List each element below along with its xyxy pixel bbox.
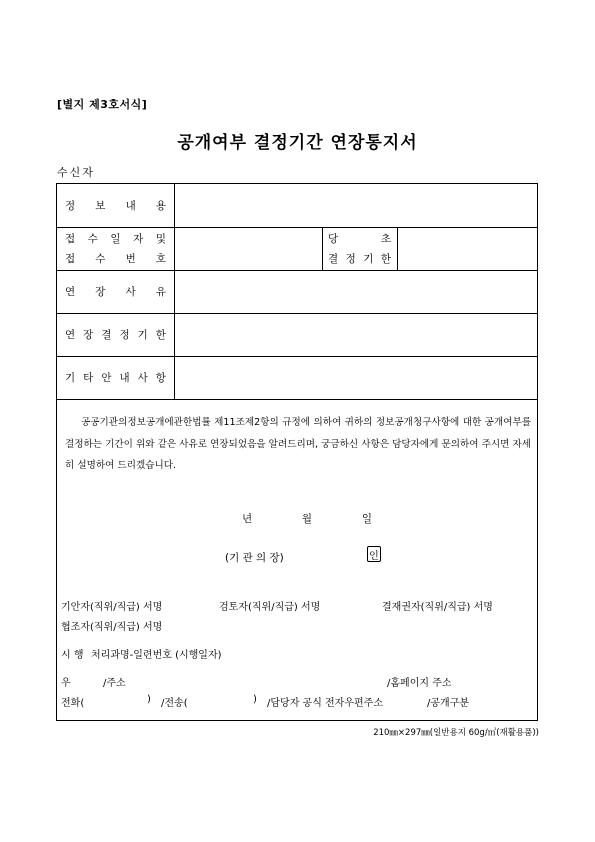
cooperator-signature: 협조자(직위/직급) 서명 — [61, 622, 163, 633]
zip-label: 우 — [61, 678, 71, 689]
fax-close: ) — [253, 694, 257, 705]
recipient-label: 수신자 — [57, 166, 95, 179]
month-label: 월 — [301, 513, 313, 525]
label-column-divider — [174, 184, 175, 399]
seal-icon: 인 — [367, 546, 381, 562]
form-table — [56, 183, 538, 721]
notice-body: 공공기관의정보공개에관한법률 제11조제2항의 규정에 의하여 귀하의 정보공개청구사항에 대한 공개여부를 결정하는 기간이 위와 같은 사유로 연장되었음을 알려드리며, 궁금하신 사항은 담당자에게 문의하여 주시면 자세히 설명하여 드리겠습니다. — [65, 417, 531, 471]
other-info-label: 기 타 안 내 사 항 — [65, 372, 166, 384]
enforcement-label: 시 행 — [61, 650, 84, 661]
row-divider — [57, 399, 537, 400]
issue-date — [242, 511, 372, 526]
processing-number: 처리과명-일련번호 (시행일자) — [91, 650, 222, 661]
approver-signature: 결재권자(직위/직급) 서명 — [382, 602, 493, 613]
email-label: /담당자 공식 전자우편주소 — [267, 698, 383, 709]
extension-deadline-label: 연 장 결 정 기 한 — [65, 329, 166, 341]
drafter-signature: 기안자(직위/직급) 서명 — [61, 602, 163, 613]
cell-divider — [397, 227, 398, 270]
year-label: 년 — [242, 513, 253, 525]
paper-spec: 210㎜×297㎜(일반용지 60g/㎡(재활용품)) — [373, 728, 539, 738]
phone-close: ) — [147, 694, 151, 705]
document-title: 공개여부 결정기간 연장통지서 — [177, 133, 418, 153]
homepage-label: /홈페이지 주소 — [387, 678, 452, 689]
info-content-label: 정 보 내 용 — [65, 200, 166, 212]
extension-reason-label: 연 장 사 유 — [65, 286, 166, 298]
disclosure-label: /공개구분 — [427, 698, 470, 709]
reviewer-signature: 검토자(직위/직급) 서명 — [219, 602, 321, 613]
receipt-date-number-label: 접 수 일 자 및 접 수 번 호 — [65, 233, 166, 265]
day-label: 일 — [361, 513, 372, 525]
phone-label: 전화( — [61, 698, 85, 709]
address-label: /주소 — [103, 678, 126, 689]
form-number-label: [별지 제3호서식] — [57, 98, 148, 111]
original-deadline-label: 당 초 결 정 기 한 — [328, 233, 391, 265]
fax-label: /전송( — [161, 698, 188, 709]
issuer-name: (기 관 의 장) — [225, 552, 284, 564]
